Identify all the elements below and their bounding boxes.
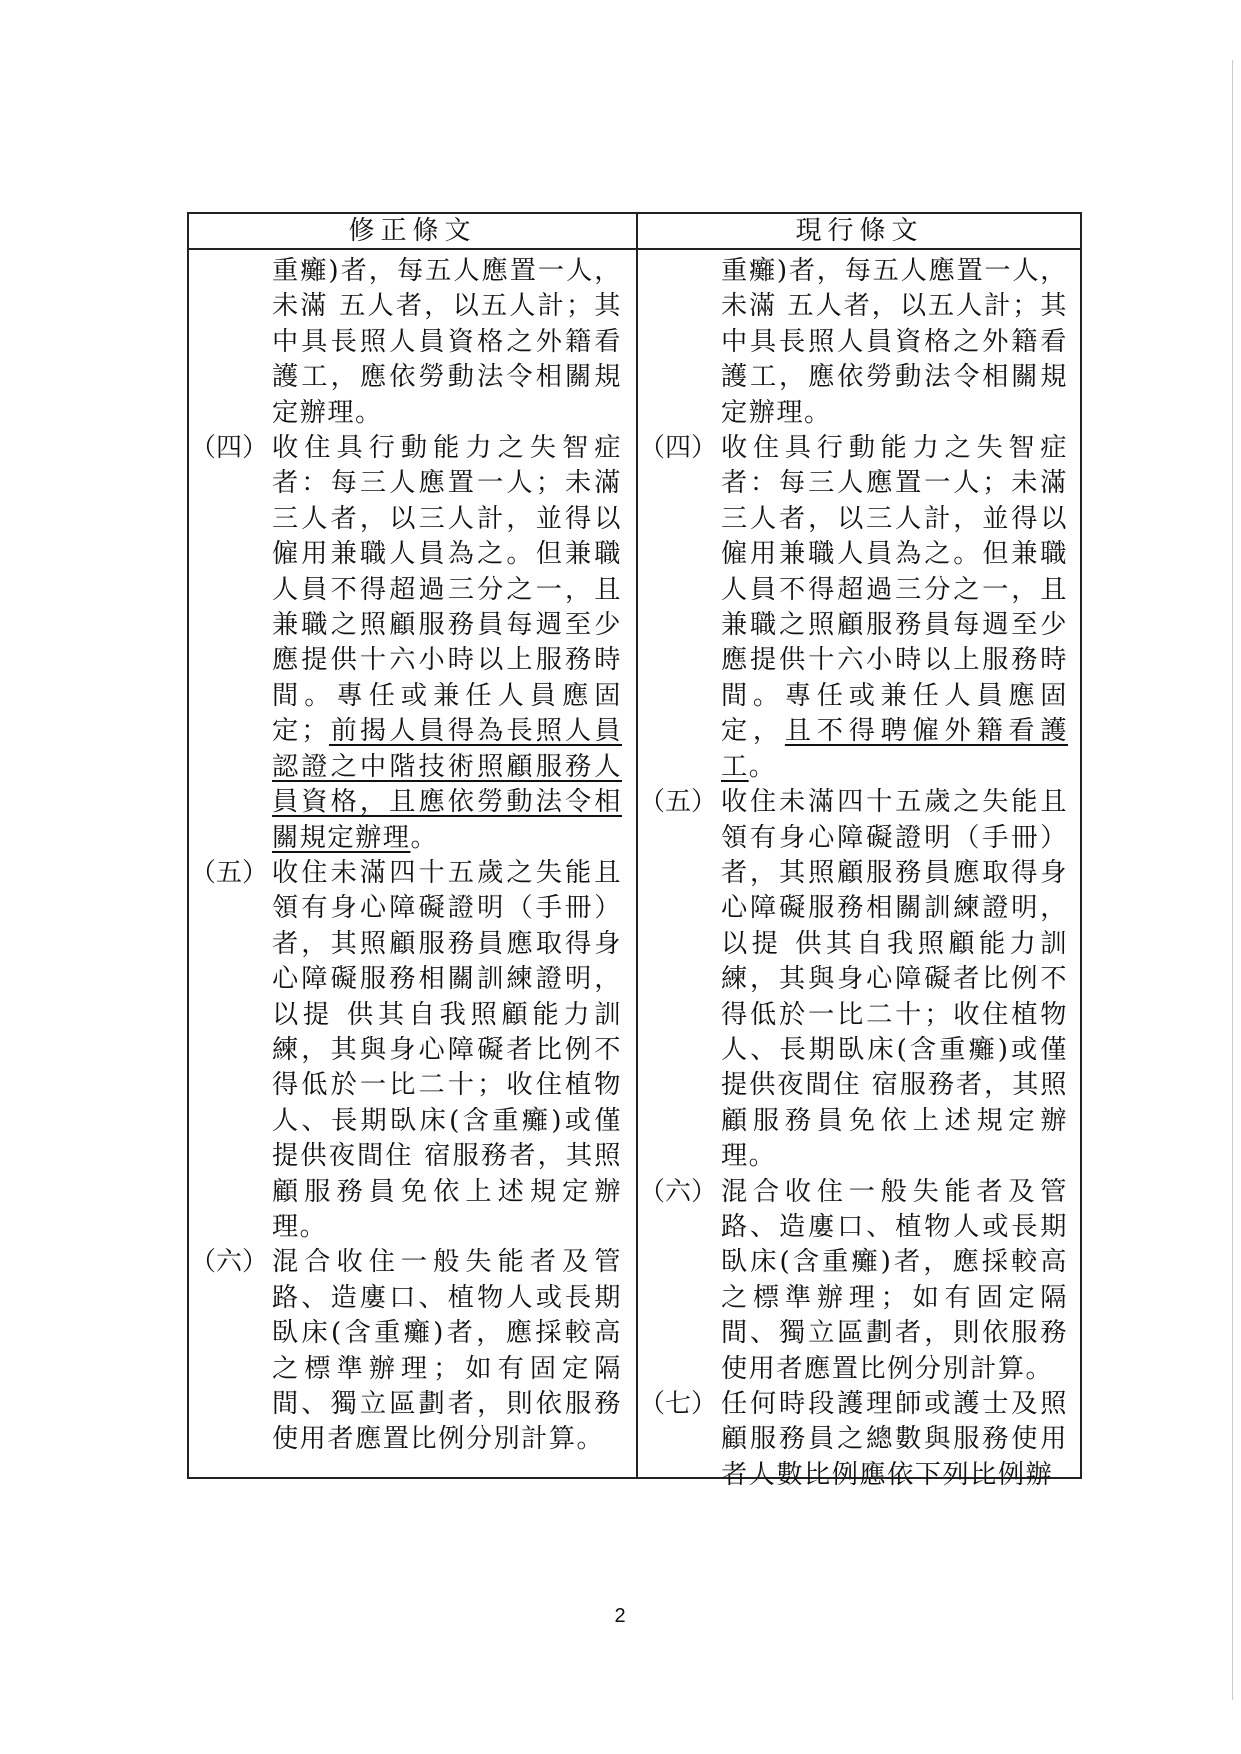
- clause-number: （五）: [639, 787, 718, 818]
- clause-number: （六）: [639, 1176, 718, 1207]
- clause-text-segment: 重癱)者，每五人應置一人，未滿 五人者，以五人計；其中具長照人員資格之外籍看護工，應依勞動法令相關規定辦理。: [272, 256, 622, 428]
- clause-text-segment: 收住具行動能力之失智症者：每三人應置一人；未滿三人者，以三人計，並得以僱用兼職人員為之。但兼職人員不得超過三分之一，且兼職之照顧服務員每週至少應提供十六小時以上服務時間。專任或兼任人員應固定；: [272, 433, 622, 747]
- clause-number: （六）: [190, 1247, 269, 1278]
- clause-text-segment: 。: [410, 822, 439, 853]
- header-amended-text: 修正條文: [348, 216, 477, 246]
- amended-underlined-text: 且不得聘僱外籍看護工: [721, 716, 1069, 782]
- header-current-text: 現行條文: [795, 216, 924, 246]
- amended-column: [190, 254, 634, 1458]
- clause-text: [721, 1175, 1068, 1387]
- page-number: 2: [614, 1605, 626, 1627]
- scan-edge-line: [1232, 60, 1233, 1700]
- clause-text-segment: 。: [748, 751, 777, 782]
- clause-text: [721, 254, 1068, 431]
- clause-text: [721, 1387, 1068, 1493]
- amended-clause: [190, 254, 634, 431]
- clause-number: （四）: [639, 433, 718, 464]
- current-column: [639, 254, 1080, 1493]
- clause-number: [639, 254, 721, 431]
- current-clause: [639, 254, 1080, 431]
- clause-text-segment: 收住具行動能力之失智症者：每三人應置一人；未滿三人者，以三人計，並得以僱用兼職人員為之。但兼職人員不得超過三分之一，且兼職之照顧服務員每週至少應提供十六小時以上服務時間。專任或兼任人員應固定，: [721, 433, 1068, 747]
- clause-number: （七）: [639, 1389, 718, 1419]
- amended-clause: [190, 856, 634, 1245]
- clause-number: （五）: [190, 857, 269, 888]
- clause-text: [272, 856, 622, 1245]
- amended-clause: [190, 431, 634, 856]
- clause-number: （四）: [190, 433, 269, 464]
- clause-text-segment: 收住未滿四十五歲之失能且領有身心障礙證明（手冊）者，其照顧服務員應取得身心障礙服務相關訓練證明，以提 供其自我照顧能力訓練，其與身心障礙者比例不得低於一比二十；收住植物人、長期臥床(含重癱)或僅提供夜間住 宿服務者，其照顧服務員免依上述規定辦理。: [721, 787, 1068, 1172]
- column-divider: [636, 212, 638, 1479]
- amended-clause: [190, 1245, 634, 1457]
- current-clause: [639, 785, 1080, 1174]
- current-clause: [639, 431, 1080, 785]
- clause-text: [272, 254, 622, 431]
- clause-text-segment: 任何時段護理師或護士及照顧服務員之總數與服務使用者人數比例應依下列比例辦: [721, 1389, 1068, 1490]
- clause-text-segment: 收住未滿四十五歲之失能且領有身心障礙證明（手冊）者，其照顧服務員應取得身心障礙服務相關訓練證明，以提 供其自我照顧能力訓練，其與身心障礙者比例不得低於一比二十；收住植物人、長期臥床(含重癱)或僅提供夜間住 宿服務者，其照顧服務員免依上述規定辦理。: [272, 857, 622, 1242]
- clause-text-segment: 重癱)者，每五人應置一人，未滿 五人者，以五人計；其中具長照人員資格之外籍看護工，應依勞動法令相關規定辦理。: [721, 256, 1068, 428]
- clause-text: [272, 431, 622, 856]
- clause-text-segment: 混合收住一般失能者及管路、造廔口、植物人或長期臥床(含重癱)者，應採較高之標準辦理；如有固定隔間、獨立區劃者，則依服務使用者應置比例分別計算。: [721, 1176, 1068, 1384]
- clause-text: [272, 1245, 622, 1457]
- current-clause: [639, 1175, 1080, 1387]
- current-clause: [639, 1387, 1080, 1493]
- clause-text: [721, 785, 1068, 1174]
- amended-underlined-text: 前揭人員得為長照人員認證之中階技術照顧服務人員資格，且應依勞動法令相關規定辦理: [272, 716, 623, 853]
- clause-text-segment: 混合收住一般失能者及管路、造廔口、植物人或長期臥床(含重癱)者，應採較高之標準辦理；如有固定隔間、獨立區劃者，則依服務使用者應置比例分別計算。: [272, 1247, 622, 1455]
- clause-number: [190, 254, 272, 431]
- header-divider: [187, 248, 1082, 250]
- clause-text: [721, 431, 1068, 785]
